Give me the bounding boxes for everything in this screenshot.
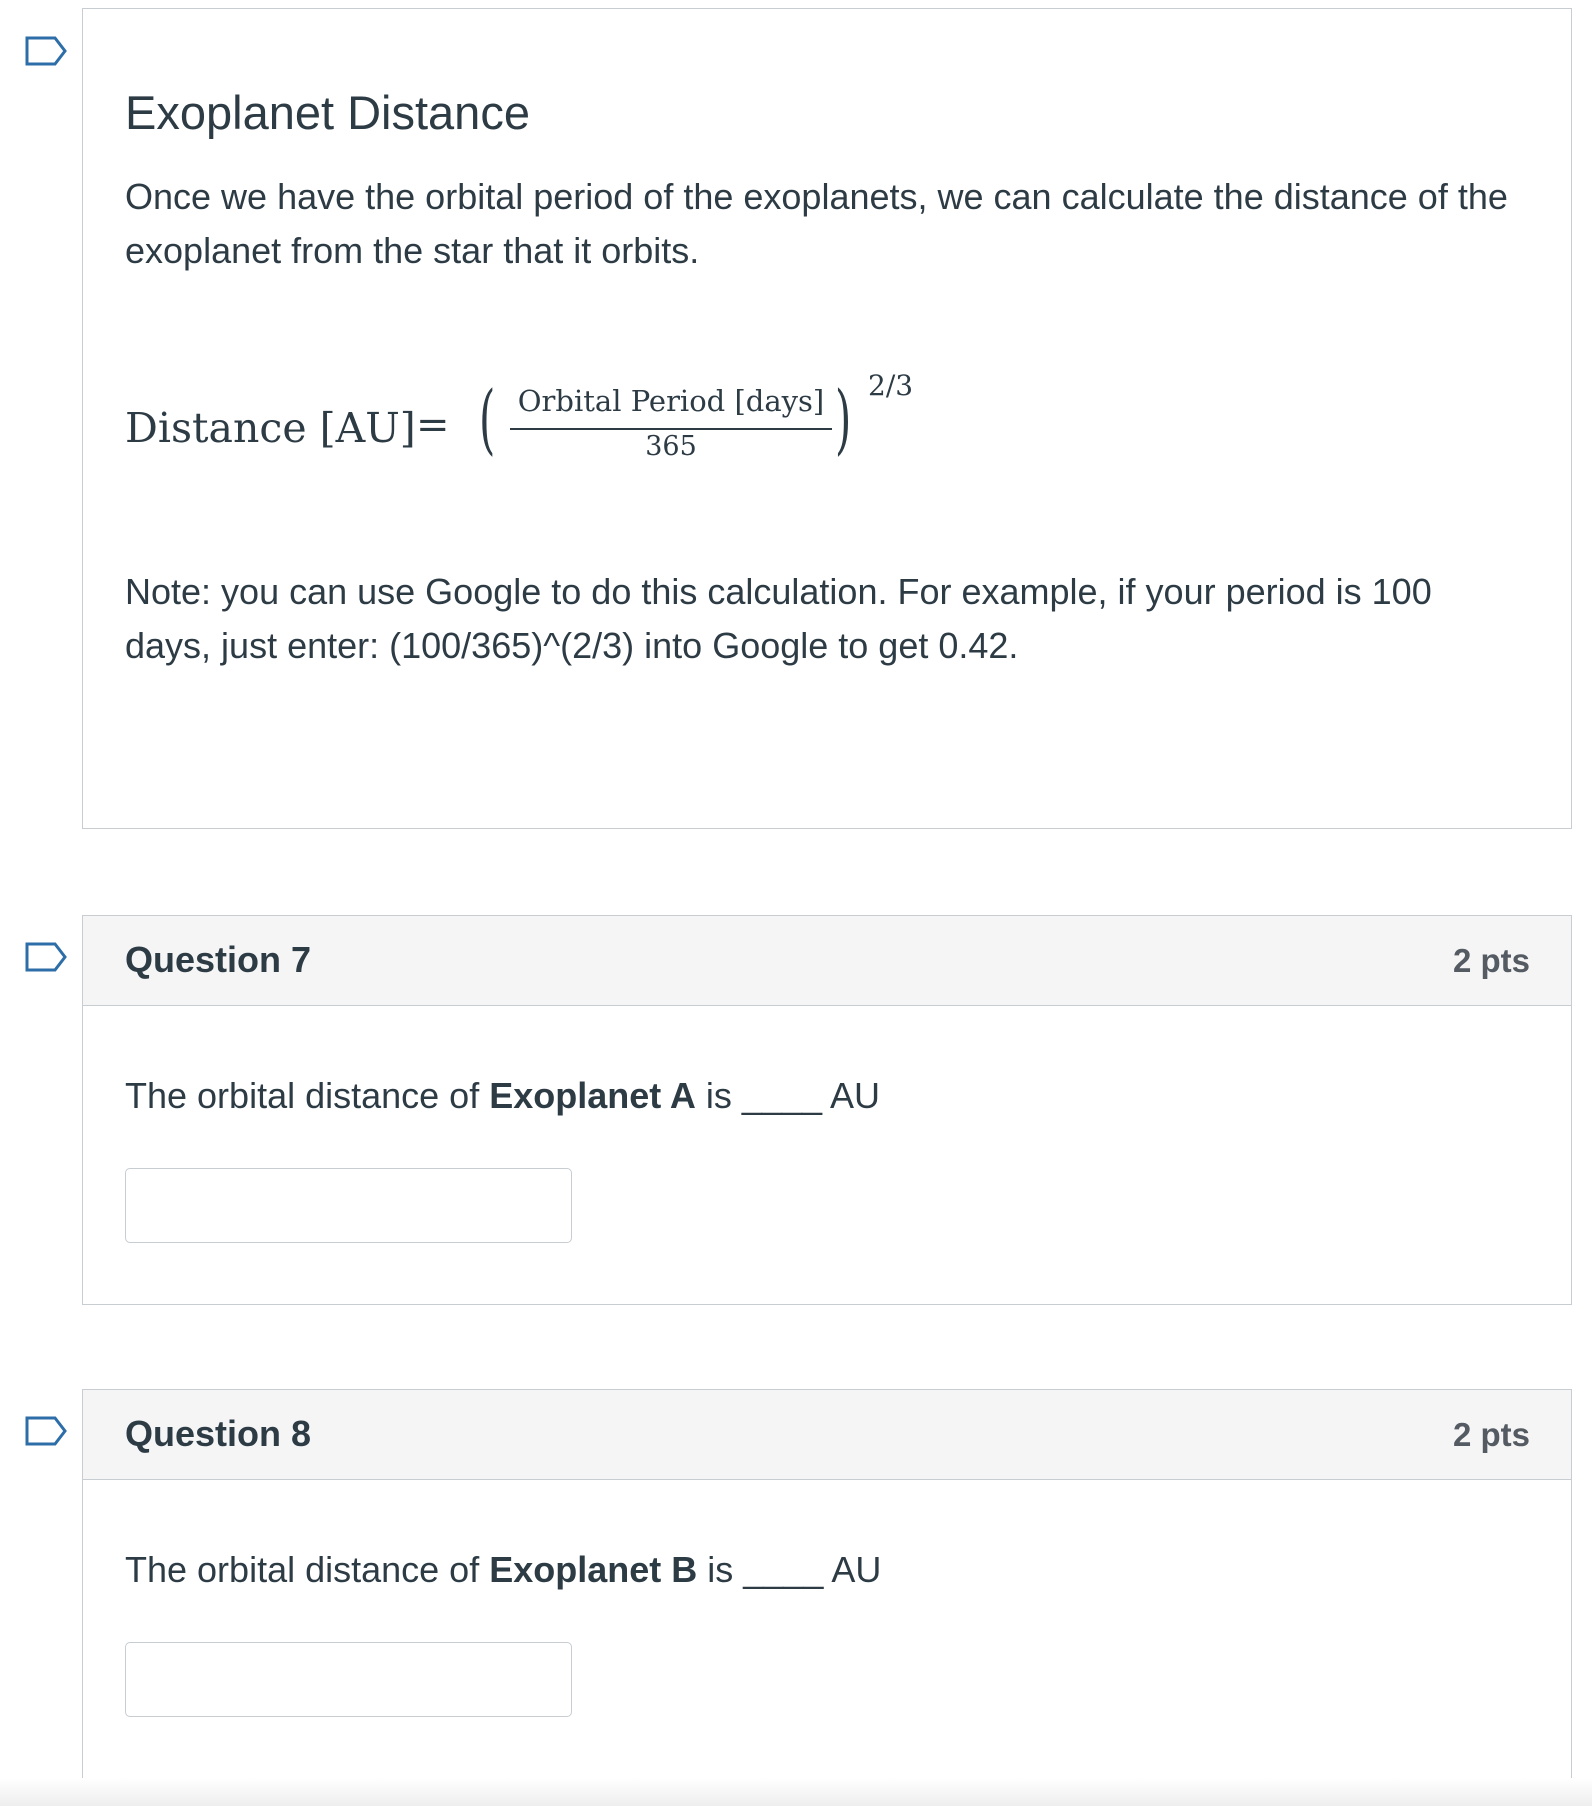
question-header bbox=[83, 1390, 1571, 1480]
text-block-panel bbox=[82, 8, 1572, 829]
formula-lhs: Distance [AU] bbox=[125, 404, 416, 452]
flag-question-icon[interactable] bbox=[25, 1416, 67, 1446]
question-text-after: is ____ AU bbox=[695, 1075, 881, 1116]
formula-denominator: 365 bbox=[645, 431, 697, 462]
formula-equals: = bbox=[416, 402, 450, 448]
formula-right-paren: ) bbox=[835, 374, 852, 463]
question-text-after: is ____ AU bbox=[697, 1549, 882, 1590]
question-title: Question 7 bbox=[125, 939, 312, 980]
page-bottom-edge bbox=[0, 1778, 1592, 1806]
intro-paragraph: Once we have the orbital period of the exoplanets, we can calculate the distance of the exoplanet from the star that it orbits. bbox=[125, 176, 1508, 271]
formula-left-paren: ( bbox=[479, 374, 496, 463]
flag-question-icon[interactable] bbox=[25, 942, 67, 972]
answer-input[interactable] bbox=[125, 1642, 572, 1717]
flag-question-icon[interactable] bbox=[25, 36, 67, 66]
question-text-before: The orbital distance of bbox=[125, 1549, 490, 1590]
formula-fraction-bar bbox=[510, 428, 832, 430]
question-header bbox=[83, 916, 1571, 1006]
formula-exponent: 2/3 bbox=[868, 369, 914, 402]
distance-formula bbox=[125, 369, 1025, 479]
question-text-bold: Exoplanet A bbox=[489, 1075, 696, 1116]
question-points: 2 pts bbox=[1452, 942, 1530, 979]
text-block-title: Exoplanet Distance bbox=[125, 86, 530, 139]
question-text bbox=[125, 1071, 880, 1121]
question-title: Question 8 bbox=[125, 1413, 312, 1454]
formula-numerator: Orbital Period [days] bbox=[517, 384, 825, 418]
question-panel bbox=[82, 915, 1572, 1305]
question-points: 2 pts bbox=[1452, 1416, 1530, 1453]
question-text-bold: Exoplanet B bbox=[489, 1549, 698, 1590]
note-paragraph: Note: you can use Google to do this calculation. For example, if your period is 100 days, just enter: (100/365)^(2/3) into Google to get 0.42. bbox=[125, 571, 1432, 666]
answer-input[interactable] bbox=[125, 1168, 572, 1243]
question-panel bbox=[82, 1389, 1572, 1779]
question-text-before: The orbital distance of bbox=[125, 1075, 490, 1116]
question-text bbox=[125, 1545, 881, 1595]
